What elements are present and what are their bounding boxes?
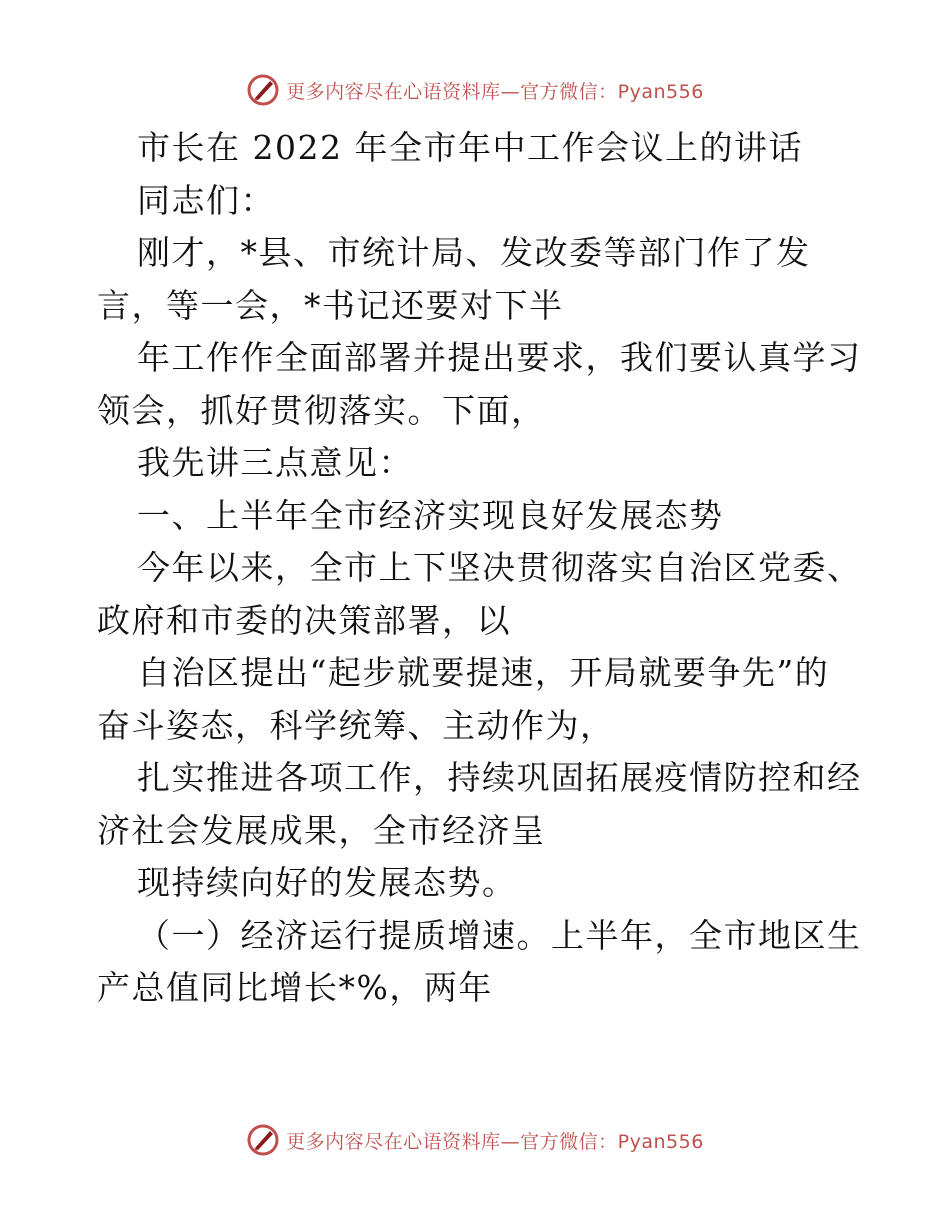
watermark-text: 更多内容尽在心语资料库—官方微信：Pyan556	[286, 80, 704, 103]
quill-pen-circle-icon	[246, 1123, 280, 1157]
text-line: 一、上半年全市经济实现良好发展态势	[137, 495, 724, 535]
watermark-text: 更多内容尽在心语资料库—官方微信：Pyan556	[286, 1130, 704, 1153]
text-line: 同志们：	[137, 180, 275, 220]
text-line: 刚才，*县、市统计局、发改委等部门作了发	[137, 233, 811, 272]
document-body	[97, 122, 862, 1015]
footer-watermark	[0, 1120, 950, 1160]
text-line: 言，等一会，*书记还要对下半	[97, 285, 564, 325]
text-line: 扎实推进各项工作，持续巩固拓展疫情防控和经	[137, 758, 862, 797]
text-line: 自治区提出“起步就要提速，开局就要争先”的	[137, 653, 830, 692]
paragraph-lines	[97, 175, 862, 1015]
text-line: 政府和市委的决策部署，以	[97, 600, 511, 640]
text-line: 今年以来，全市上下坚决贯彻落实自治区党委、	[137, 548, 862, 587]
text-line: （一）经济运行提质增速。上半年，全市地区生	[137, 915, 862, 955]
document-title: 市长在 2022 年全市年中工作会议上的讲话	[137, 128, 803, 167]
header-watermark	[0, 70, 950, 110]
text-line: 年工作作全面部署并提出要求，我们要认真学习	[137, 338, 862, 377]
text-line: 济社会发展成果，全市经济呈	[97, 810, 546, 850]
text-line: 现持续向好的发展态势。	[137, 863, 517, 902]
quill-pen-circle-icon	[246, 73, 280, 107]
text-line: 我先讲三点意见：	[137, 443, 413, 482]
text-line: 领会，抓好贯彻落实。下面，	[97, 390, 546, 430]
text-line: 奋斗姿态，科学统筹、主动作为，	[97, 705, 615, 745]
text-line: 产总值同比增长*%，两年	[97, 968, 493, 1007]
